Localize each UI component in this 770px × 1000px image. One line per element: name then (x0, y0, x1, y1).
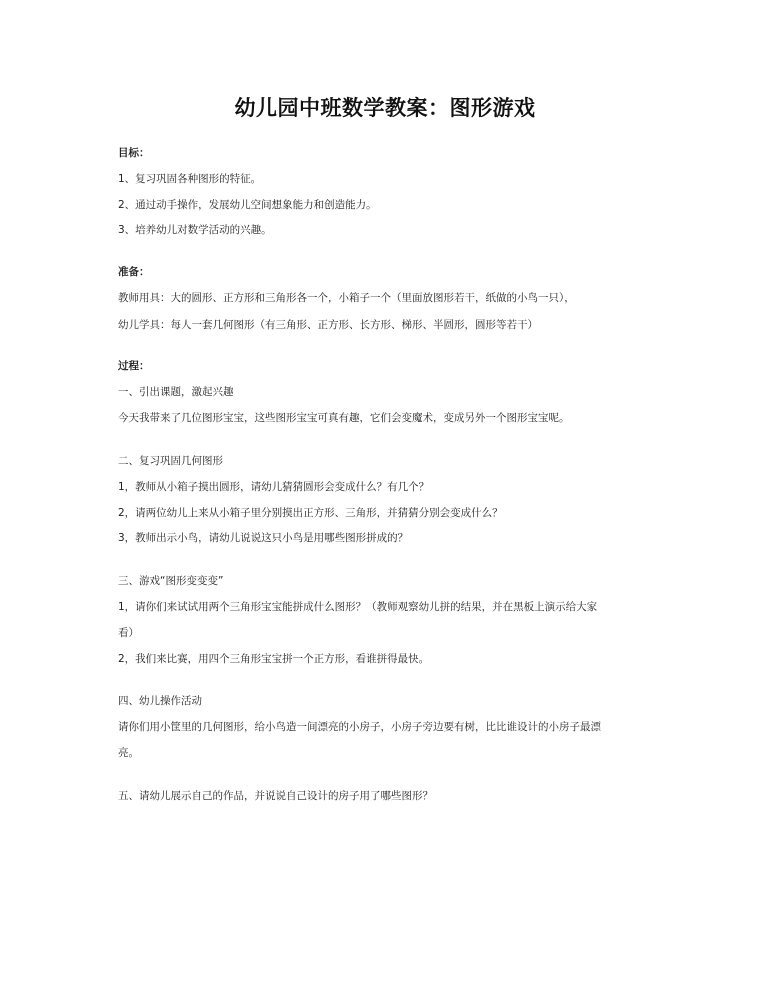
step2-item: 1，教师从小箱子摸出圆形，请幼儿猜猜圆形会变成什么？有几个？ (118, 481, 430, 493)
goal-item: 3、培养幼儿对数学活动的兴趣。 (118, 224, 272, 236)
step3-item1-line1: 1，请你们来试试用两个三角形宝宝能拼成什么图形？（教师观察幼儿拼的结果，并在黑板上演示给大家 (118, 601, 598, 613)
goal-item: 1、复习巩固各种图形的特征。 (118, 173, 262, 185)
step4-line1: 请你们用小筐里的几何图形，给小鸟造一间漂亮的小房子，小房子旁边要有树，比比谁设计的小房子最漂 (118, 721, 601, 733)
step2-item: 3，教师出示小鸟，请幼儿说说这只小鸟是用哪些图形拼成的？ (118, 532, 409, 544)
step4-title: 四、幼儿操作活动 (118, 695, 202, 707)
goals-heading: 目标： (118, 147, 150, 159)
goal-item: 2、通过动手操作，发展幼儿空间想象能力和创造能力。 (118, 199, 377, 211)
step5-title: 五、请幼儿展示自己的作品，并说说自己设计的房子用了哪些图形？ (118, 790, 433, 802)
step3-title: 三、游戏“图形变变变” (118, 575, 224, 587)
step2-title: 二、复习巩固几何图形 (118, 455, 223, 467)
step3-item1-line2: 看） (118, 627, 139, 639)
step4-line2: 亮。 (118, 747, 139, 759)
document-title: 幼儿园中班数学教案：图形游戏 (234, 96, 536, 120)
process-heading: 过程： (118, 360, 150, 372)
children-materials: 幼儿学具：每人一套几何图形（有三角形、正方形、长方形、梯形、半圆形，圆形等若干） (118, 319, 538, 331)
step3-item2: 2，我们来比赛，用四个三角形宝宝拼一个正方形，看谁拼得最快。 (118, 653, 430, 665)
step2-item: 2，请两位幼儿上来从小箱子里分别摸出正方形、三角形，并猜猜分别会变成什么？ (118, 507, 503, 519)
step1-text: 今天我带来了几位图形宝宝，这些图形宝宝可真有趣，它们会变魔术，变成另外一个图形宝宝呢。 (118, 412, 570, 424)
preparation-heading: 准备： (118, 266, 150, 278)
teacher-materials: 教师用具：大的圆形、正方形和三角形各一个，小箱子一个（里面放图形若干，纸做的小鸟一只）， (118, 292, 575, 304)
step1-title: 一、引出课题，激起兴趣 (118, 386, 234, 398)
